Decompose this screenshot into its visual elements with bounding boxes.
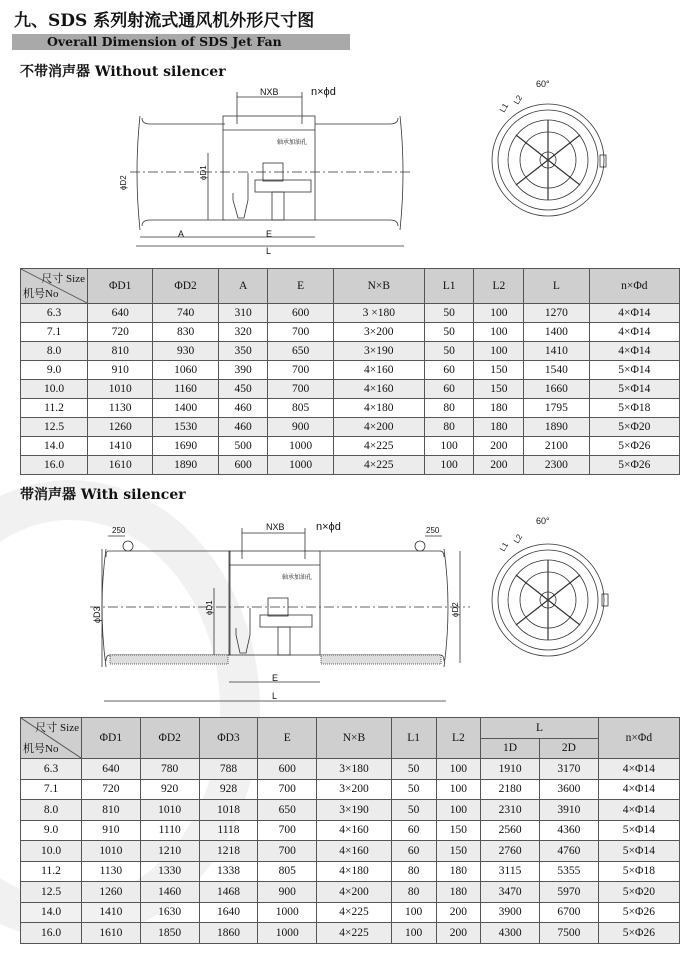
table-cell: 3×190 <box>317 800 392 821</box>
table-row <box>21 820 680 841</box>
table-cell: 200 <box>436 923 481 944</box>
table-cell: 100 <box>474 323 524 342</box>
fan-number-cell: 9.0 <box>21 361 88 380</box>
col-header: ΦD3 <box>199 718 258 759</box>
table-cell: 1530 <box>153 418 218 437</box>
table-cell: 3170 <box>539 759 598 780</box>
size-label: 尺寸 Size <box>35 722 79 734</box>
fan-number-cell: 10.0 <box>21 841 82 862</box>
col-header: ΦD1 <box>88 269 153 304</box>
table-cell: 4×Φ14 <box>589 304 679 323</box>
table-cell: 180 <box>474 418 524 437</box>
table-cell: 910 <box>82 820 141 841</box>
table-cell: 4×200 <box>317 882 392 903</box>
l2-label: L2 <box>511 93 525 106</box>
table-cell: 150 <box>474 380 524 399</box>
table-cell: 80 <box>391 882 436 903</box>
table-cell: 700 <box>268 361 333 380</box>
table-cell: 150 <box>436 841 481 862</box>
table-cell: 1110 <box>140 820 199 841</box>
table-row <box>21 882 680 903</box>
table-cell: 910 <box>88 361 153 380</box>
table-cell: 4×Φ14 <box>598 759 679 780</box>
fan-number-cell: 12.5 <box>21 418 88 437</box>
dimension-table-with-silencer <box>20 717 680 944</box>
table-cell: 3×200 <box>333 323 424 342</box>
table-cell: 50 <box>391 779 436 800</box>
table-cell: 4×180 <box>333 399 424 418</box>
table-cell: 4×Φ14 <box>589 323 679 342</box>
table-cell: 600 <box>258 759 317 780</box>
nd-label: n×ϕd <box>316 521 341 533</box>
table-row <box>21 380 680 399</box>
d1-label: ϕD1 <box>199 165 208 180</box>
table-row <box>21 437 680 456</box>
table-cell: 805 <box>268 399 333 418</box>
table-cell: 1410 <box>524 342 589 361</box>
dim-250-left: 250 <box>112 526 126 535</box>
d3-label: ϕD3 <box>92 606 102 623</box>
table-cell: 1795 <box>524 399 589 418</box>
table-cell: 60 <box>391 820 436 841</box>
table-cell: 600 <box>218 456 268 475</box>
table-cell: 3×200 <box>317 779 392 800</box>
no-label: 机号No <box>23 743 59 755</box>
table-cell: 5×Φ26 <box>598 923 679 944</box>
table-cell: 700 <box>268 323 333 342</box>
table-cell: 1000 <box>258 902 317 923</box>
table-cell: 5×Φ20 <box>589 418 679 437</box>
e-label: E <box>266 229 273 239</box>
fan-number-cell: 11.2 <box>21 399 88 418</box>
corner-header <box>21 269 88 304</box>
fan-number-cell: 6.3 <box>21 304 88 323</box>
col-header: N×B <box>317 718 392 759</box>
table-cell: 80 <box>424 399 474 418</box>
fan-number-cell: 14.0 <box>21 437 88 456</box>
table-cell: 1018 <box>199 800 258 821</box>
angle-label: 60° <box>536 516 550 526</box>
table-cell: 60 <box>424 361 474 380</box>
oil-hole-label: 轴承加油孔 <box>277 140 308 146</box>
fan-number-cell: 10.0 <box>21 380 88 399</box>
table-cell: 1850 <box>140 923 199 944</box>
table-cell: 2100 <box>524 437 589 456</box>
table-cell: 1330 <box>140 861 199 882</box>
table-cell: 1890 <box>153 456 218 475</box>
table-cell: 1118 <box>199 820 258 841</box>
table-cell: 310 <box>218 304 268 323</box>
table-cell: 100 <box>436 779 481 800</box>
table-cell: 4×Φ14 <box>589 342 679 361</box>
table-cell: 600 <box>268 304 333 323</box>
table-cell: 80 <box>391 861 436 882</box>
fan-number-cell: 11.2 <box>21 861 82 882</box>
table-cell: 390 <box>218 361 268 380</box>
col-header: n×Φd <box>598 718 679 759</box>
col-header: E <box>268 269 333 304</box>
dim-250-right: 250 <box>426 526 440 535</box>
table-cell: 1338 <box>199 861 258 882</box>
d2-label: ϕD2 <box>119 175 128 190</box>
table-cell: 640 <box>88 304 153 323</box>
col-header: L1 <box>424 269 474 304</box>
table-cell: 700 <box>258 841 317 862</box>
table-cell: 460 <box>218 399 268 418</box>
fan-front-view-drawing <box>480 75 620 225</box>
col-subheader: 2D <box>539 738 598 759</box>
table-cell: 1218 <box>199 841 258 862</box>
fan-number-cell: 7.1 <box>21 779 82 800</box>
table-cell: 810 <box>88 342 153 361</box>
table-header-row <box>21 718 680 739</box>
col-header: n×Φd <box>589 269 679 304</box>
table-cell: 150 <box>436 820 481 841</box>
l2-label: L2 <box>511 532 525 545</box>
col-header: L2 <box>474 269 524 304</box>
section2-heading: 带消声器 With silencer <box>20 487 186 503</box>
table-cell: 450 <box>218 380 268 399</box>
table-cell: 4×160 <box>317 841 392 862</box>
table-cell: 1000 <box>268 437 333 456</box>
page-title: 九、SDS 系列射流式通风机外形尺寸图 <box>14 11 315 31</box>
table-cell: 5×Φ26 <box>589 456 679 475</box>
section1-heading: 不带消声器 Without silencer <box>20 64 226 80</box>
table-cell: 1400 <box>524 323 589 342</box>
table-cell: 5355 <box>539 861 598 882</box>
table-cell: 920 <box>140 779 199 800</box>
table-cell: 1540 <box>524 361 589 380</box>
table-cell: 100 <box>424 456 474 475</box>
table-cell: 1260 <box>88 418 153 437</box>
col-header: L <box>481 718 599 739</box>
subtitle-bar <box>12 34 350 50</box>
table-cell: 4×180 <box>317 861 392 882</box>
table-cell: 1860 <box>199 923 258 944</box>
table-cell: 3910 <box>539 800 598 821</box>
table-cell: 788 <box>199 759 258 780</box>
table-cell: 4×225 <box>317 902 392 923</box>
fan-number-cell: 8.0 <box>21 800 82 821</box>
table-cell: 4×160 <box>333 361 424 380</box>
l1-label: L1 <box>497 101 511 114</box>
nxb-label: NXB <box>266 522 285 532</box>
table-cell: 5970 <box>539 882 598 903</box>
table-cell: 780 <box>140 759 199 780</box>
table-header-row <box>21 269 680 304</box>
table-cell: 100 <box>474 342 524 361</box>
table-cell: 805 <box>258 861 317 882</box>
l-label: L <box>272 691 278 701</box>
table-row <box>21 841 680 862</box>
table-cell: 80 <box>424 418 474 437</box>
table-cell: 5×Φ26 <box>589 437 679 456</box>
table-cell: 60 <box>424 380 474 399</box>
table-cell: 150 <box>474 361 524 380</box>
table-cell: 100 <box>474 304 524 323</box>
table-cell: 7500 <box>539 923 598 944</box>
table-cell: 650 <box>258 800 317 821</box>
fan-number-cell: 12.5 <box>21 882 82 903</box>
table-cell: 1000 <box>258 923 317 944</box>
angle-label: 60° <box>536 79 550 89</box>
fan-with-silencer-front-view-drawing <box>480 510 620 660</box>
table-cell: 500 <box>218 437 268 456</box>
oil-hole-label: 轴承加油孔 <box>282 575 313 581</box>
table-cell: 928 <box>199 779 258 800</box>
table-cell: 5×Φ14 <box>589 380 679 399</box>
table-cell: 5×Φ18 <box>589 399 679 418</box>
table-cell: 1130 <box>82 861 141 882</box>
table-cell: 1000 <box>268 456 333 475</box>
table-cell: 100 <box>391 923 436 944</box>
fan-number-cell: 7.1 <box>21 323 88 342</box>
table-row <box>21 759 680 780</box>
table-cell: 830 <box>153 323 218 342</box>
table-cell: 4300 <box>481 923 540 944</box>
fan-number-cell: 8.0 <box>21 342 88 361</box>
table-cell: 100 <box>436 800 481 821</box>
table-cell: 4×160 <box>333 380 424 399</box>
table-cell: 4×225 <box>317 923 392 944</box>
table-cell: 1630 <box>140 902 199 923</box>
table-cell: 3 ×180 <box>333 304 424 323</box>
l-label: L <box>266 246 272 256</box>
table-cell: 900 <box>268 418 333 437</box>
table-row <box>21 342 680 361</box>
table-cell: 700 <box>268 380 333 399</box>
e-label: E <box>272 673 279 683</box>
table-cell: 2300 <box>524 456 589 475</box>
col-subheader: 1D <box>481 738 540 759</box>
table-cell: 1400 <box>153 399 218 418</box>
table-cell: 1660 <box>524 380 589 399</box>
table-cell: 50 <box>424 304 474 323</box>
dimension-table-without-silencer <box>20 268 680 475</box>
table-cell: 100 <box>391 902 436 923</box>
fan-number-cell: 6.3 <box>21 759 82 780</box>
table-cell: 2760 <box>481 841 540 862</box>
table-cell: 100 <box>436 759 481 780</box>
table-row <box>21 418 680 437</box>
table-cell: 1910 <box>481 759 540 780</box>
table-cell: 3600 <box>539 779 598 800</box>
table-cell: 50 <box>424 342 474 361</box>
fan-number-cell: 9.0 <box>21 820 82 841</box>
table-cell: 1410 <box>82 902 141 923</box>
table-cell: 50 <box>391 800 436 821</box>
fan-number-cell: 16.0 <box>21 923 82 944</box>
table-cell: 3115 <box>481 861 540 882</box>
col-header: ΦD2 <box>153 269 218 304</box>
l1-label: L1 <box>497 540 511 553</box>
table-cell: 4×200 <box>333 418 424 437</box>
table-cell: 1130 <box>88 399 153 418</box>
fan-with-silencer-side-view-drawing <box>90 515 480 710</box>
table-row <box>21 361 680 380</box>
col-header: L <box>524 269 589 304</box>
table-cell: 100 <box>424 437 474 456</box>
fan-side-view-drawing <box>130 80 420 260</box>
table-cell: 700 <box>258 779 317 800</box>
fan-number-cell: 14.0 <box>21 902 82 923</box>
table-cell: 640 <box>82 759 141 780</box>
table-row <box>21 323 680 342</box>
table-row <box>21 304 680 323</box>
size-label: 尺寸 Size <box>41 273 85 285</box>
table-cell: 1260 <box>82 882 141 903</box>
table-cell: 1890 <box>524 418 589 437</box>
table-cell: 1410 <box>88 437 153 456</box>
table-cell: 700 <box>258 820 317 841</box>
d2-dimension <box>112 150 132 200</box>
table-cell: 180 <box>436 861 481 882</box>
col-header: L1 <box>391 718 436 759</box>
table-cell: 3×180 <box>317 759 392 780</box>
table-cell: 1010 <box>82 841 141 862</box>
col-header: ΦD1 <box>82 718 141 759</box>
table-cell: 1640 <box>199 902 258 923</box>
table-cell: 720 <box>88 323 153 342</box>
table-cell: 2180 <box>481 779 540 800</box>
table-cell: 1210 <box>140 841 199 862</box>
table-cell: 5×Φ20 <box>598 882 679 903</box>
table-row <box>21 902 680 923</box>
table-cell: 810 <box>82 800 141 821</box>
table-cell: 5×Φ14 <box>589 361 679 380</box>
col-header: E <box>258 718 317 759</box>
table-cell: 60 <box>391 841 436 862</box>
table-row <box>21 456 680 475</box>
table-cell: 740 <box>153 304 218 323</box>
table-cell: 1270 <box>524 304 589 323</box>
fan-number-cell: 16.0 <box>21 456 88 475</box>
table-cell: 5×Φ18 <box>598 861 679 882</box>
table-cell: 4×225 <box>333 437 424 456</box>
table-cell: 5×Φ14 <box>598 841 679 862</box>
table-cell: 5×Φ14 <box>598 820 679 841</box>
table-cell: 1610 <box>82 923 141 944</box>
table-row <box>21 923 680 944</box>
table-cell: 5×Φ26 <box>598 902 679 923</box>
table-row <box>21 861 680 882</box>
table-cell: 1160 <box>153 380 218 399</box>
table-cell: 1610 <box>88 456 153 475</box>
table-cell: 4×225 <box>333 456 424 475</box>
table-cell: 4760 <box>539 841 598 862</box>
table-cell: 4×160 <box>317 820 392 841</box>
table-row <box>21 800 680 821</box>
nd-label: n×ϕd <box>311 86 336 98</box>
table-cell: 180 <box>474 399 524 418</box>
col-header: N×B <box>333 269 424 304</box>
table-cell: 1010 <box>140 800 199 821</box>
table-cell: 180 <box>436 882 481 903</box>
table-cell: 1468 <box>199 882 258 903</box>
table-cell: 460 <box>218 418 268 437</box>
corner-header <box>21 718 82 759</box>
col-header: L2 <box>436 718 481 759</box>
table-row <box>21 779 680 800</box>
table-cell: 200 <box>436 902 481 923</box>
table-cell: 2560 <box>481 820 540 841</box>
table-cell: 1460 <box>140 882 199 903</box>
table-cell: 4×Φ14 <box>598 800 679 821</box>
table-cell: 200 <box>474 437 524 456</box>
table-cell: 320 <box>218 323 268 342</box>
table-cell: 50 <box>391 759 436 780</box>
table-cell: 1010 <box>88 380 153 399</box>
table-cell: 4360 <box>539 820 598 841</box>
col-header: A <box>218 269 268 304</box>
table-cell: 4×Φ14 <box>598 779 679 800</box>
table-cell: 720 <box>82 779 141 800</box>
a-label: A <box>178 229 185 239</box>
table-cell: 350 <box>218 342 268 361</box>
table-cell: 2310 <box>481 800 540 821</box>
subtitle: Overall Dimension of SDS Jet Fan <box>47 34 282 49</box>
table-row <box>21 399 680 418</box>
table-cell: 3470 <box>481 882 540 903</box>
nxb-label: NXB <box>260 87 279 97</box>
table-cell: 1060 <box>153 361 218 380</box>
d2-label: ϕD2 <box>451 602 460 617</box>
table-cell: 200 <box>474 456 524 475</box>
table-cell: 1690 <box>153 437 218 456</box>
table-cell: 650 <box>268 342 333 361</box>
table-cell: 6700 <box>539 902 598 923</box>
no-label: 机号No <box>23 288 59 300</box>
table-cell: 930 <box>153 342 218 361</box>
table-cell: 900 <box>258 882 317 903</box>
table-cell: 3900 <box>481 902 540 923</box>
table-cell: 3×190 <box>333 342 424 361</box>
d1-label: ϕD1 <box>205 600 214 615</box>
col-header: ΦD2 <box>140 718 199 759</box>
table-cell: 50 <box>424 323 474 342</box>
